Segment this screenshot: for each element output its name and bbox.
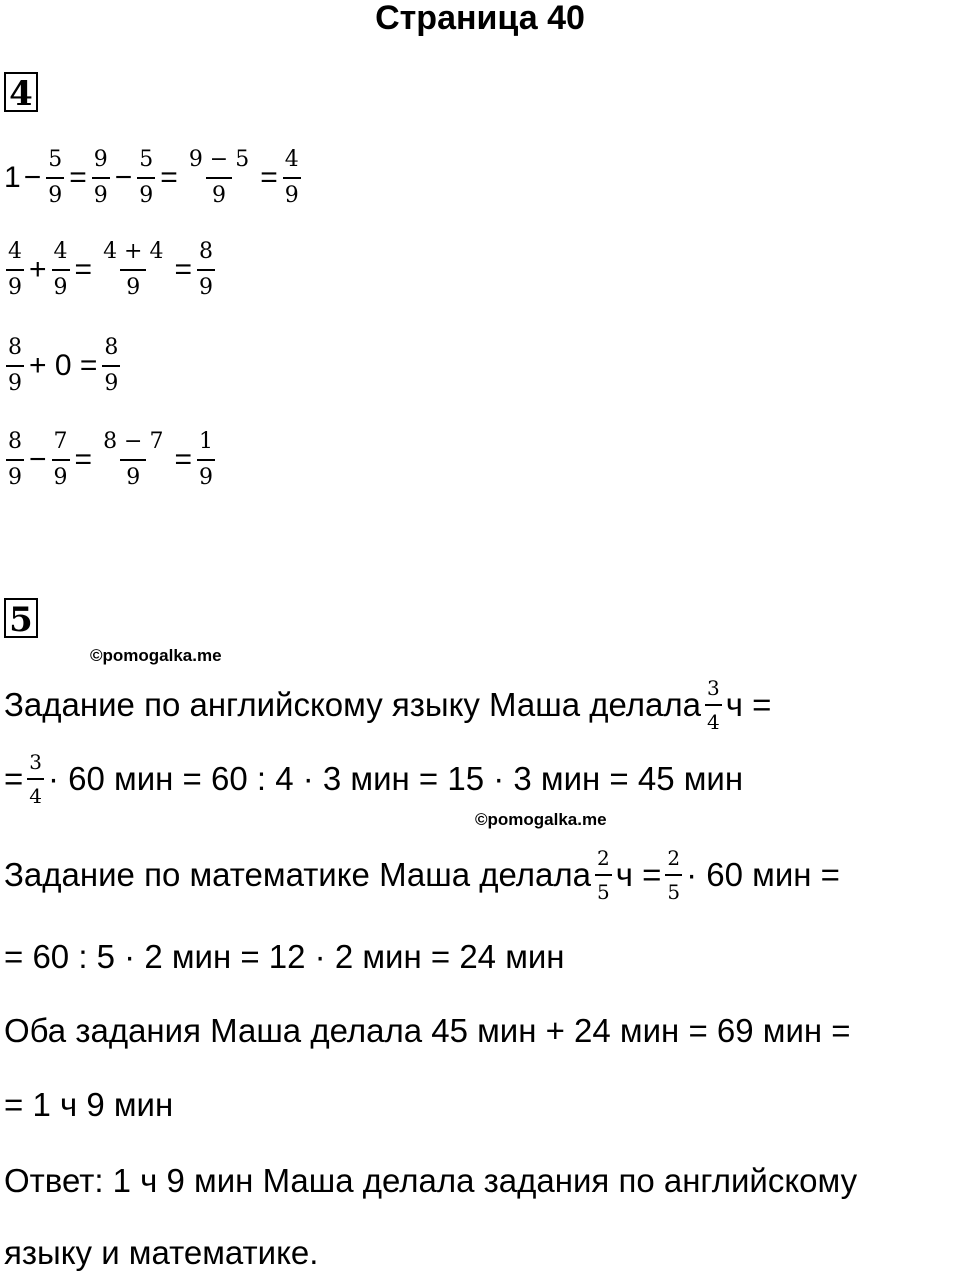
equals-sign: = (74, 443, 93, 476)
fraction: $\frac{8 - 7}{9}$ (103, 429, 164, 490)
fraction: $\frac{8}{9}$ (8, 429, 22, 490)
fraction: $\frac{5}{9}$ (139, 147, 154, 208)
task-4-number: 4 (4, 72, 38, 112)
text: · 60 мин = (686, 856, 840, 893)
fraction: $\frac{5}{9}$ (48, 147, 63, 208)
equals-sign: = (69, 161, 87, 194)
plus-sign: + (29, 253, 47, 286)
text: = (4, 760, 24, 797)
fraction: $\frac{8}{9}$ (199, 239, 214, 300)
fraction: $\frac{4 + 4}{9}$ (103, 239, 164, 300)
task-5-line-3 (4, 840, 840, 910)
fraction: $\frac{9 - 5}{9}$ (188, 147, 250, 208)
term: 1 (4, 161, 21, 194)
task-5-line-6: = 1 ч 9 мин (4, 1086, 174, 1123)
task-5-answer-line-1: Ответ: 1 ч 9 мин Маша делала задания по английскому (4, 1162, 858, 1199)
task-5-line-5: Оба задания Маша делала 45 мин + 24 мин = 69 мин = (4, 1012, 851, 1049)
equals-sign: = (174, 253, 193, 286)
task-5-line-1 (4, 670, 771, 740)
task-5-line-4: = 60 : 5 · 2 мин = 12 · 2 мин = 24 мин (4, 938, 565, 975)
fraction: $\frac{8}{9}$ (8, 335, 22, 396)
fraction: $\frac{8}{9}$ (104, 335, 119, 396)
equals-sign: = (74, 253, 93, 286)
fraction: $\frac{2}{5}$ (597, 846, 610, 904)
text: ч = (615, 856, 662, 893)
watermark: ©pomogalka.me (475, 810, 607, 829)
task-5-number: 5 (4, 598, 38, 638)
page-title: Страница 40 (375, 0, 585, 37)
task-5-answer-line-2: языку и математике. (4, 1234, 319, 1271)
task-4-equation-4 (4, 420, 217, 500)
task-4-equation-3 (4, 326, 122, 406)
fraction: $\frac{3}{4}$ (29, 750, 43, 808)
text: Задание по математике Маша делала (4, 856, 592, 893)
fraction: $\frac{3}{4}$ (707, 676, 720, 734)
fraction: $\frac{4}{9}$ (284, 147, 299, 208)
expression-middle: + 0 = (29, 349, 98, 382)
equals-sign: = (260, 161, 278, 194)
equals-sign: = (160, 161, 178, 194)
fraction: $\frac{9}{9}$ (93, 147, 108, 208)
task-4-equation-2 (4, 230, 217, 310)
equals-sign: = (174, 443, 193, 476)
fraction: $\frac{4}{9}$ (8, 239, 22, 300)
minus-sign: − (29, 443, 47, 476)
fraction: $\frac{2}{5}$ (667, 846, 681, 904)
watermark: ©pomogalka.me (90, 646, 222, 665)
minus-sign: − (23, 161, 42, 194)
text: · 60 мин = 60 : 4 · 3 мин = 15 · 3 мин = 45 мин (48, 760, 744, 797)
minus-sign: − (114, 161, 133, 194)
text: Задание по английскому языку Маша делала (4, 686, 701, 723)
task-4-equation-1 (4, 138, 303, 218)
fraction: $\frac{1}{9}$ (199, 429, 214, 490)
task-5-line-2 (4, 744, 743, 814)
fraction: $\frac{7}{9}$ (53, 429, 68, 490)
fraction: $\frac{4}{9}$ (53, 239, 68, 300)
text: ч = (725, 686, 772, 723)
